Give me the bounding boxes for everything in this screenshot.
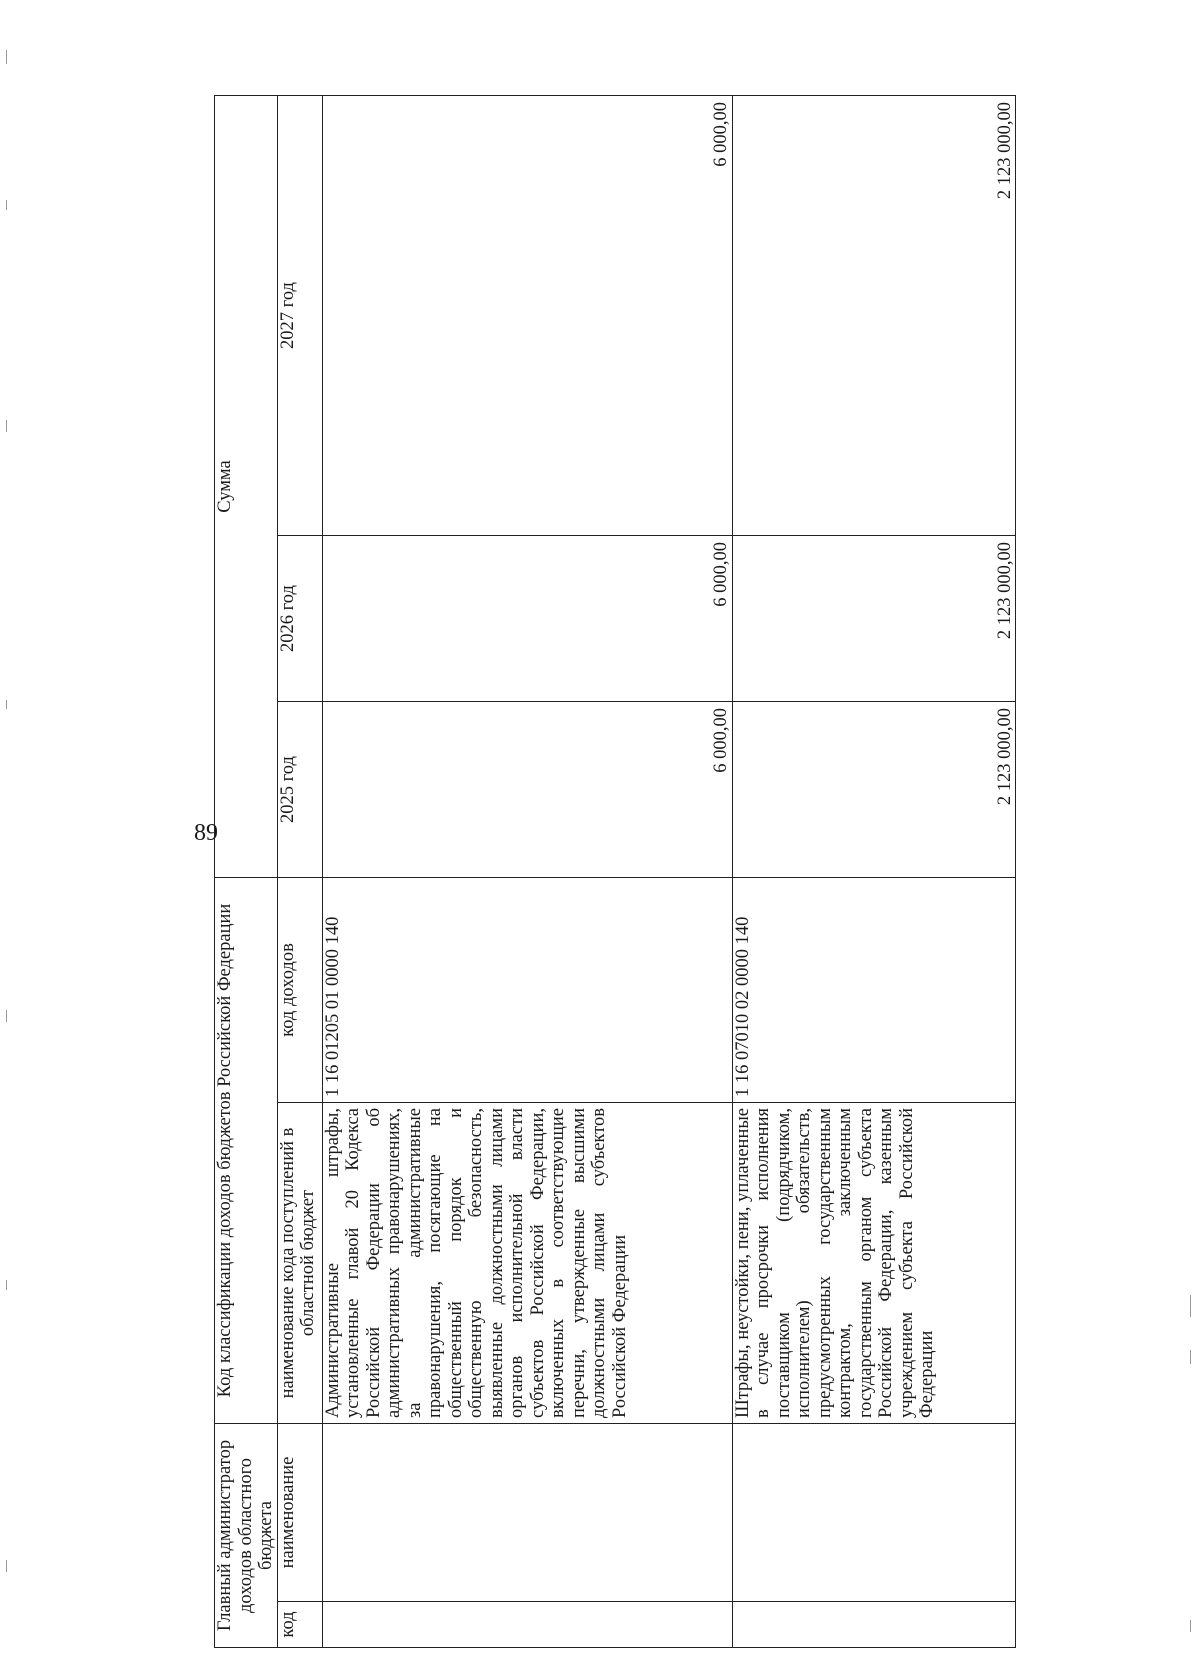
row-admin-code xyxy=(732,1602,1016,1648)
header-year-2026: 2026 год xyxy=(277,536,322,702)
page-number: 89 xyxy=(194,820,218,846)
table-row xyxy=(322,95,732,1647)
header-admin-name: наименование xyxy=(277,1424,322,1602)
table-row xyxy=(732,95,1016,1647)
row-amount-2027: 2 123 000,00 xyxy=(732,95,1016,535)
row-amount-2026: 6 000,00 xyxy=(322,536,732,702)
row-admin-name xyxy=(322,1424,732,1602)
row-income-name: Штрафы, неустойки, пени, уплаченные в случае просрочки исполнения поставщиком (подрядчиком, исполнителем) обязательств, предусмотренных государственным контрактом, заключенным государственным органом субъекта Российской Федерации, казенным учреждением субъекта Российской Федерации xyxy=(732,1103,1016,1424)
header-income-name: наименование кода поступлений в областной бюджет xyxy=(277,1103,322,1424)
row-amount-2027: 6 000,00 xyxy=(322,95,732,535)
header-row-2 xyxy=(277,95,322,1647)
row-admin-name xyxy=(732,1424,1016,1602)
row-amount-2025: 2 123 000,00 xyxy=(732,702,1016,878)
header-admin-code: код xyxy=(277,1602,322,1648)
rotated-table-container xyxy=(214,96,1016,1648)
row-admin-code xyxy=(322,1602,732,1648)
row-income-code: 1 16 07010 02 0000 140 xyxy=(732,878,1016,1103)
row-amount-2026: 2 123 000,00 xyxy=(732,536,1016,702)
header-row-1 xyxy=(215,95,278,1647)
header-year-2025: 2025 год xyxy=(277,702,322,878)
row-amount-2025: 6 000,00 xyxy=(322,702,732,878)
header-sum-group: Сумма xyxy=(215,95,278,877)
row-income-name: Административные штрафы, установленные главой 20 Кодекса Российской Федерации об административных правонарушениях, за административные правонарушения, посягающие на общественный порядок и общественную безопасность, выявленные должностными лицами органов исполнительной власти субъектов Российской Федерации, включенных в соответствующие перечни, утвержденные высшими должностными лицами субъектов Российской Федерации xyxy=(322,1103,732,1424)
header-code-group: Код классификации доходов бюджетов Российской Федерации xyxy=(215,878,278,1424)
revenue-table xyxy=(214,95,1016,1648)
header-year-2027: 2027 год xyxy=(277,95,322,535)
row-income-code: 1 16 01205 01 0000 140 xyxy=(322,878,732,1103)
header-income-code: код доходов xyxy=(277,878,322,1103)
header-admin-group: Главный администратор доходов областного бюджета xyxy=(215,1424,278,1648)
